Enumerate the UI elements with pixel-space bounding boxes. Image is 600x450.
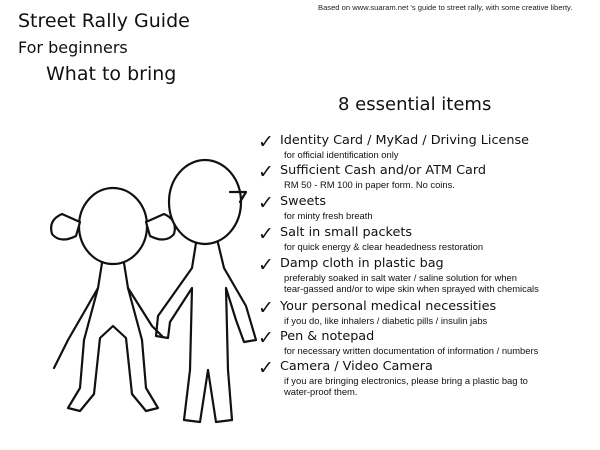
checkmark-icon: ✓ [258, 357, 274, 379]
list-item [258, 225, 594, 252]
list-heading: 8 essential items [338, 94, 492, 115]
checkmark-icon: ✓ [258, 192, 274, 214]
checkmark-icon: ✓ [258, 161, 274, 183]
item-title: Damp cloth in plastic bag [280, 256, 444, 271]
checkmark-icon: ✓ [258, 327, 274, 349]
credit-line: Based on www.suaram.net 's guide to street rally, with some creative liberty. [318, 3, 573, 12]
list-item [258, 194, 594, 221]
item-title: Identity Card / MyKad / Driving License [280, 133, 530, 148]
list-item [258, 299, 594, 326]
checkmark-icon: ✓ [258, 297, 274, 319]
list-item [258, 163, 594, 190]
list-item [258, 133, 594, 160]
item-note: for quick energy & clear headedness restoration [284, 241, 484, 252]
checkmark-icon: ✓ [258, 131, 274, 153]
girl-figure [51, 188, 175, 411]
stick-figures-illustration [40, 130, 260, 440]
item-note: preferably soaked in salt water / saline solution for when [284, 272, 517, 283]
page-title: Street Rally Guide [18, 10, 190, 32]
item-title: Your personal medical necessities [280, 299, 497, 314]
item-title: Pen & notepad [280, 329, 375, 344]
boy-figure [156, 160, 256, 422]
list-item [258, 359, 594, 397]
item-note: RM 50 - RM 100 in paper form. No coins. [284, 179, 455, 190]
item-note: water-proof them. [284, 386, 358, 397]
item-note: if you do, like inhalers / diabetic pills / insulin jabs [284, 315, 488, 326]
checkmark-icon: ✓ [258, 254, 274, 276]
item-title: Camera / Video Camera [280, 359, 433, 374]
page-subtitle: For beginners [18, 38, 128, 57]
item-note: if you are bringing electronics, please bring a plastic bag to [284, 375, 528, 386]
section-title: What to bring [46, 63, 177, 85]
item-title: Sweets [280, 194, 327, 209]
list-item [258, 256, 594, 294]
item-note: for necessary written documentation of information / numbers [284, 345, 539, 356]
item-title: Salt in small packets [280, 225, 413, 240]
item-note: for minty fresh breath [284, 210, 373, 221]
list-item [258, 329, 594, 356]
item-note: for official identification only [284, 149, 399, 160]
essential-items-list [258, 133, 594, 397]
checkmark-icon: ✓ [258, 223, 274, 245]
item-title: Sufficient Cash and/or ATM Card [280, 163, 487, 178]
item-note: tear-gassed and/or to wipe skin when sprayed with chemicals [284, 283, 539, 294]
